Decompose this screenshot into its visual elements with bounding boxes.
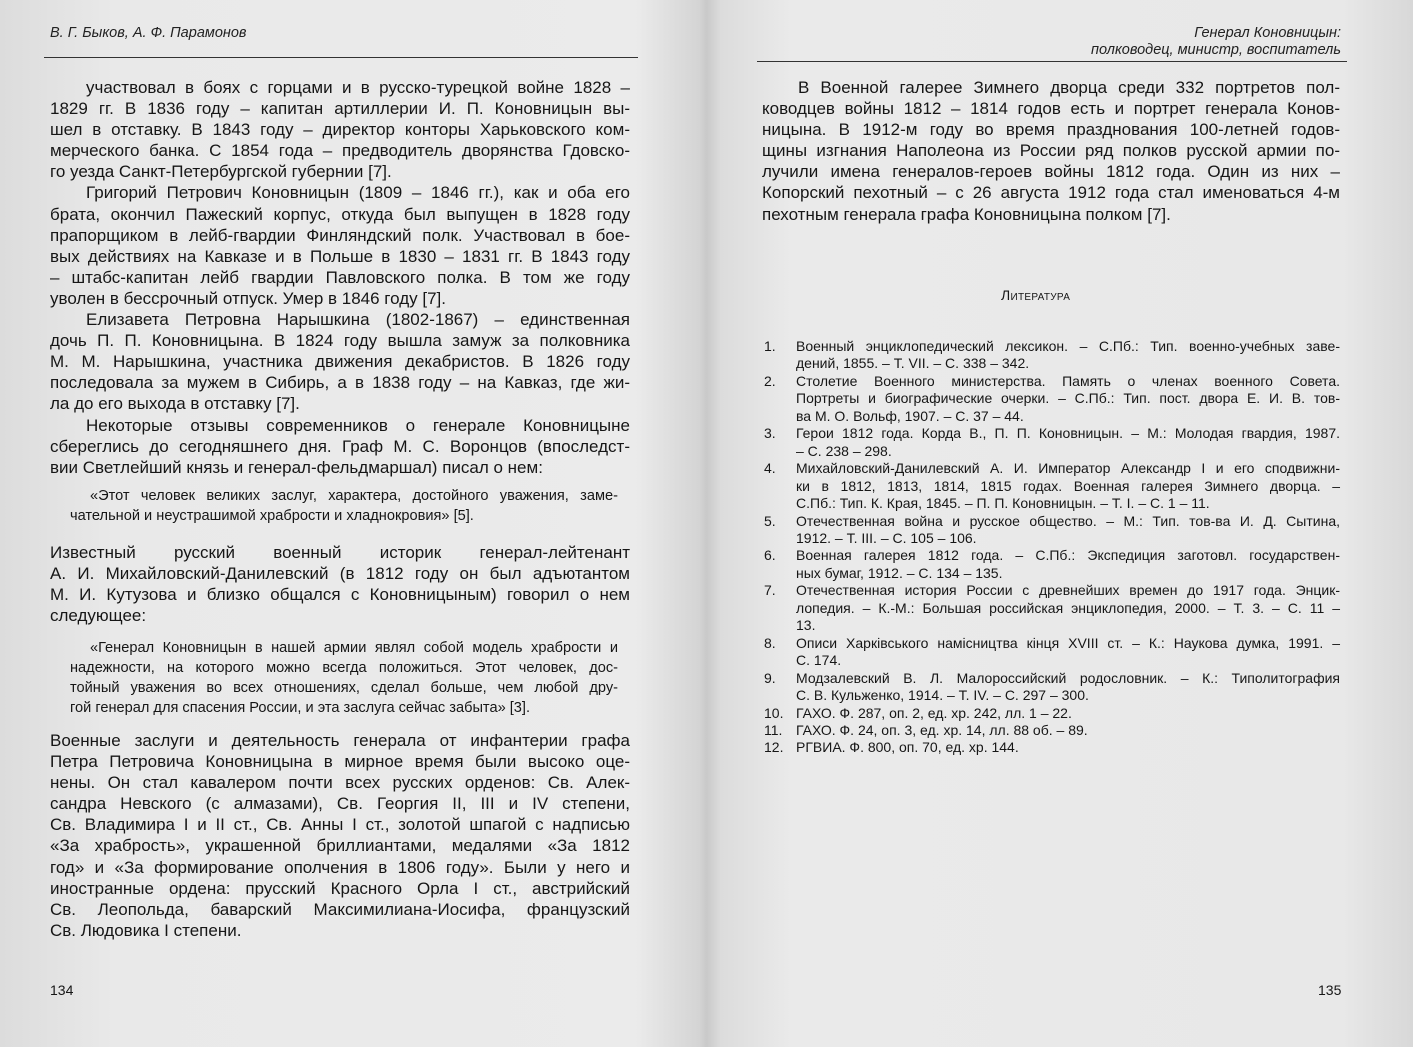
text-line: ководцев войны 1812 – 1814 годов есть и портрет генерала Конов-	[762, 99, 1340, 119]
reference-item	[764, 722, 1340, 739]
reference-line: Михайловский-Данилевский А. И. Император Александр I и его сподвижни-	[796, 460, 1340, 477]
reference-line: лопедия. – К.-М.: Большая российская энциклопедия, 2000. – Т. 3. – С. 11 –	[796, 599, 1340, 616]
text-line: брата, окончил Пажеский корпус, откуда был выпущен в 1828 году	[50, 204, 630, 224]
reference-line: дений, 1855. – Т. VII. – С. 338 – 342.	[796, 355, 1030, 372]
text-line: прапорщиком в лейб-гвардии Финляндский полк. Участвовал в бое-	[50, 225, 630, 245]
text-line: «За храбрость», украшенной бриллиантами, медалями «За 1812	[50, 836, 630, 856]
reference-item	[764, 513, 1340, 548]
header-rule	[44, 57, 638, 58]
text-line: щины изгнания Наполеона из России ряд полков русской армии по-	[762, 141, 1340, 161]
paragraph	[50, 730, 630, 941]
reference-number: 8.	[764, 634, 776, 651]
reference-line: Столетие Военного министерства. Память о членах военного Совета.	[796, 372, 1340, 389]
reference-number: 11.	[764, 721, 783, 738]
text-line: сбереглись до сегодняшнего дня. Граф М. С. Воронцов (впоследст-	[50, 436, 630, 456]
reference-line: ГАХО. Ф. 24, оп. 3, ед. хр. 14, лл. 88 об. – 89.	[796, 721, 1088, 738]
page-number: 135	[1318, 982, 1342, 998]
reference-line: Портреты и биографические очерки. – С.Пб.: Тип. пост. двора Е. И. В. тов-	[796, 390, 1340, 407]
reference-line: РГВИА. Ф. 800, оп. 70, ед. хр. 144.	[796, 739, 1019, 756]
reference-line: 13.	[796, 617, 816, 634]
reference-number: 2.	[764, 372, 776, 389]
text-line: А. И. Михайловский-Данилевский (в 1812 году он был адъютантом	[50, 564, 630, 584]
text-line: Известный русский военный историк генерал-лейтенант	[50, 543, 630, 562]
reference-item	[764, 547, 1340, 582]
reference-line: Модзалевский В. Л. Малороссийский родословник. – К.: Типолитография	[796, 669, 1340, 686]
text-line: надежности, на которого можно всегда положиться. Этот человек, дос-	[70, 660, 618, 676]
text-line: тойный уважения во всех отношениях, сделал больше, чем любой дру-	[70, 680, 618, 696]
text-line: М. М. Нарышкина, участника движения декабристов. В 1826 году	[50, 352, 630, 372]
paragraph	[762, 77, 1340, 225]
references-list	[764, 338, 1340, 757]
right-page	[707, 0, 1413, 1047]
reference-number: 6.	[764, 547, 776, 564]
reference-item	[764, 425, 1340, 460]
left-page	[0, 0, 705, 1047]
text-line: лучили имена генералов-героев войны 1812 года. Один из них –	[762, 162, 1340, 182]
text-line: Григорий Петрович Коновницын (1809 – 1846 гг.), как и оба его	[86, 183, 630, 203]
text-line: 1829 гг. В 1836 году – капитан артиллерии И. П. Коновницын вы-	[50, 99, 630, 119]
reference-number: 5.	[764, 512, 776, 529]
text-merits	[50, 730, 630, 941]
quote-vorontsov	[70, 486, 618, 526]
paragraph	[50, 542, 630, 626]
reference-item	[764, 338, 1340, 373]
header-rule	[757, 61, 1347, 62]
reference-line: Отечественная история России с древнейших времен до 1917 года. Энцик-	[796, 582, 1340, 599]
text-line: пехотным генерала графа Коновницына полком [7].	[762, 204, 1171, 224]
paragraph	[50, 415, 630, 478]
text-line: шел в отставку. В 1843 году – директор конторы Харьковского ком-	[50, 120, 630, 140]
reference-line: Военная галерея 1812 года. – С.Пб.: Экспедиция заготовл. государствен-	[796, 547, 1340, 564]
reference-line: – С. 238 – 298.	[796, 442, 892, 459]
text-line: Елизавета Петровна Нарышкина (1802-1867) – единственная	[86, 310, 630, 330]
text-line: Копорский пехотный – с 26 августа 1912 года стал именоваться 4-м	[762, 183, 1340, 203]
text-line: Петра Петровича Коновницына в мирное время были высоко оце-	[50, 752, 630, 772]
text-line: вых действиях на Кавказе и в Польше в 1830 – 1831 гг. В 1843 году	[50, 246, 630, 266]
reference-item	[764, 373, 1340, 425]
reference-line: Герои 1812 года. Корда В., П. П. Коновницын. – М.: Молодая гвардия, 1987.	[796, 425, 1340, 442]
reference-line: С. 174.	[796, 652, 842, 669]
text-line: ницына. В 1912-м году во время празднования 100-летней годов-	[762, 120, 1340, 140]
reference-line: ных бумаг, 1912. – С. 134 – 135.	[796, 564, 1003, 581]
page-number: 134	[50, 982, 74, 998]
text-line: последовала за мужем в Сибирь, а в 1838 году – на Кавказ, где жи-	[50, 373, 630, 393]
reference-line: ва М. О. Вольф, 1907. – С. 37 – 44.	[796, 407, 1024, 424]
paragraph	[70, 486, 618, 526]
text-line: участвовал в боях с горцами и в русско-турецкой войне 1828 –	[86, 78, 630, 97]
text-line: Св. Людовика I степени.	[50, 920, 242, 940]
reference-item	[764, 635, 1340, 670]
reference-item	[764, 705, 1340, 722]
text-line: М. И. Кутузова и близко общался с Коновницыным) говорил о нем	[50, 585, 630, 605]
text-line: гой генерал для спасения России, и эта заслуга сейчас забыта» [3].	[70, 700, 531, 716]
reference-line: Отечественная война и русское общество. – М.: Тип. тов-ва И. Д. Сытина,	[796, 512, 1340, 529]
reference-line: 1912. – Т. III. – С. 105 – 106.	[796, 529, 977, 546]
paragraph	[50, 309, 630, 414]
text-line: мерческого банка. С 1854 года – предводитель дворянства Гдовско-	[50, 141, 630, 161]
reference-line: С. В. Кульженко, 1914. – Т. IV. – С. 297 – 300.	[796, 687, 1089, 704]
text-line: Некоторые отзывы современников о генерале Коновницыне	[86, 415, 630, 435]
text-line: нены. Он стал кавалером почти всех русских орденов: Св. Алек-	[50, 773, 630, 793]
reference-number: 10.	[764, 704, 784, 721]
text-line: ла до его выхода в отставку [7].	[50, 394, 300, 414]
text-line: дочь П. П. Коновницына. В 1824 году вышла замуж за полковника	[50, 331, 630, 351]
reference-line: ки в 1812, 1813, 1814, 1815 годах. Военная галерея Зимнего дворца. –	[796, 477, 1340, 494]
reference-item	[764, 739, 1340, 756]
paragraph	[50, 182, 630, 309]
references-heading: Литература	[1001, 287, 1071, 303]
text-mikhailovsky	[50, 542, 630, 626]
text-line: В Военной галерее Зимнего дворца среди 332 портретов пол-	[798, 78, 1340, 97]
text-line: «Генерал Коновницын в нашей армии являл собой модель храбрости и	[90, 640, 618, 656]
reference-item	[764, 460, 1340, 512]
text-line: год» и «За формирование ополчения в 1806 году». Были у него и	[50, 857, 630, 877]
text-line: Св. Владимира I и II ст., Св. Анны I ст., золотой шпагой с надписью	[50, 815, 630, 835]
reference-item	[764, 670, 1340, 705]
text-line: вии Светлейший князь и генерал-фельдмаршал) писал о нем:	[50, 457, 543, 477]
reference-number: 1.	[764, 338, 776, 354]
reference-number: 7.	[764, 582, 776, 599]
running-header-authors: В. Г. Быков, А. Ф. Парамонов	[50, 25, 247, 41]
reference-line: Военный энциклопедический лексикон. – С.Пб.: Тип. военно-учебных заве-	[796, 338, 1340, 354]
reference-line: ГАХО. Ф. 287, оп. 2, ед. хр. 242, лл. 1 – 22.	[796, 704, 1072, 721]
text-line: Св. Леопольда, баварский Максимилиана-Иосифа, французский	[50, 899, 630, 919]
reference-number: 12.	[764, 739, 784, 756]
reference-line: С.Пб.: Тип. К. Края, 1845. – П. П. Коновницын. – Т. I. – С. 1 – 11.	[796, 495, 1210, 512]
main-text	[762, 77, 1340, 225]
text-line: «Этот человек великих заслуг, характера, достойного уважения, заме-	[90, 488, 618, 504]
reference-item	[764, 582, 1340, 634]
paragraph	[50, 77, 630, 182]
text-line: следующее:	[50, 606, 147, 626]
reference-line: Описи Харківського намісництва кінця XVIII ст. – К.: Наукова думка, 1991. –	[796, 634, 1340, 651]
reference-number: 3.	[764, 425, 776, 442]
running-header-title: Генерал Коновницын:	[1194, 25, 1341, 41]
text-line: чательной и неустрашимой храбрости и хладнокровия» [5].	[70, 508, 474, 524]
text-line: го уезда Санкт-Петербургской губернии [7].	[50, 162, 392, 182]
text-line: сандра Невского (с алмазами), Св. Георгия II, III и IV степени,	[50, 794, 630, 814]
reference-number: 4.	[764, 460, 776, 477]
text-line: – штабс-капитан лейб гвардии Павловского полка. В том же году	[50, 267, 630, 287]
quote-mikhailovsky	[70, 638, 618, 718]
text-line: уволен в бессрочный отпуск. Умер в 1846 году [7].	[50, 288, 446, 308]
paragraph	[70, 638, 618, 718]
reference-number: 9.	[764, 669, 776, 686]
text-line: Военные заслуги и деятельность генерала от инфантерии графа	[50, 731, 630, 750]
main-text	[50, 77, 630, 478]
running-header-subtitle: полководец, министр, воспитатель	[1091, 42, 1341, 58]
text-line: иностранные ордена: прусский Красного Орла I ст., австрийский	[50, 878, 630, 898]
